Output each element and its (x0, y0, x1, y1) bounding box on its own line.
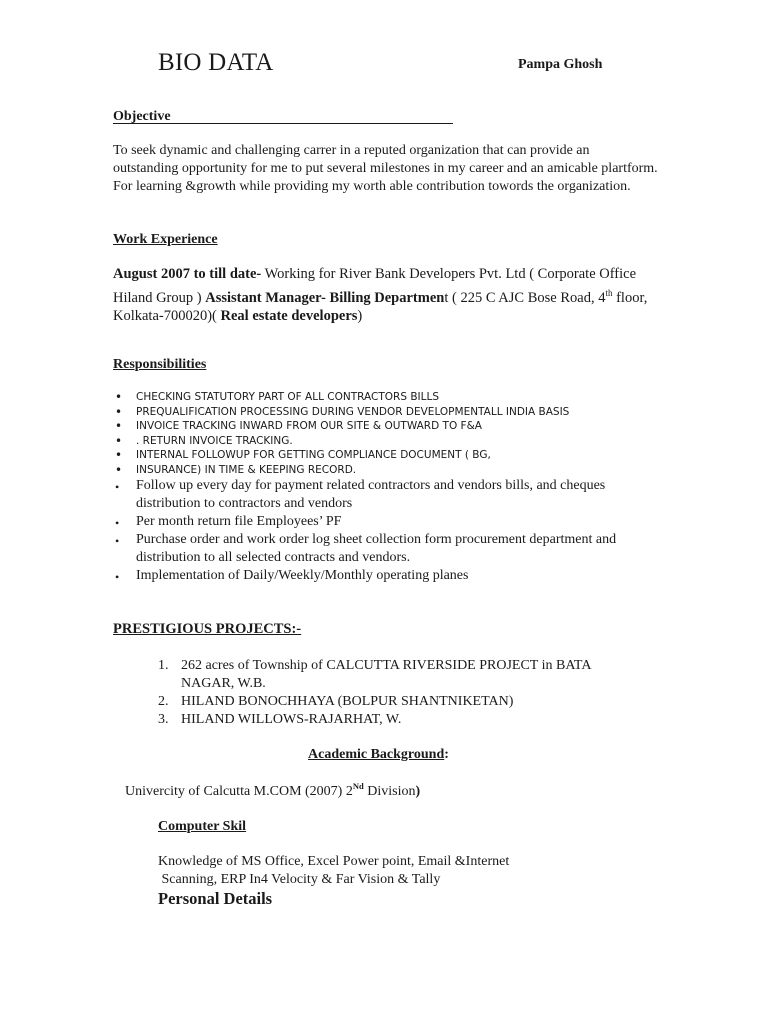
projects-list (150, 657, 630, 729)
computer-skill-heading: Computer Skil (158, 819, 247, 834)
document-title: BIO DATA (158, 49, 274, 76)
project-text: 262 acres of Township of CALCUTTA RIVERSIDE PROJECT in BATA NAGAR, W.B. (181, 658, 591, 691)
work-experience-text (113, 265, 653, 325)
work-address-a: ( 225 C AJC Bose Road, 4 (448, 289, 606, 306)
list-item: • PREQUALIFICATION PROCESSING DURING VENDOR DEVELOPMENTALL INDIA BASIS (113, 405, 673, 420)
work-experience-heading: Work Experience (113, 232, 218, 247)
work-sector: Real estate developers (220, 307, 358, 324)
academic-heading (308, 747, 449, 763)
computer-skill-text (158, 853, 578, 889)
list-item: • . RETURN INVOICE TRACKING. (113, 434, 673, 449)
objective-heading-rule (113, 107, 453, 124)
work-role-end: t (444, 289, 449, 306)
list-item: • Purchase order and work order log sheet collection form procurement department and distribution to all selected contracts and vendors. (113, 531, 673, 567)
projects-heading: PRESTIGIOUS PROJECTS:- (113, 621, 302, 637)
personal-details-heading: Personal Details (158, 889, 273, 908)
objective-text: To seek dynamic and challenging carrer in a reputed organization that can provide an outstanding opportunity for me to put several milestones in my career and an amicable plartform. For learning &growth while providing my worth able contribution towords the organization. (113, 143, 658, 194)
project-number: 2. (158, 694, 169, 709)
academic-degree: Univercity of Calcutta M.COM (2007) 2 (125, 784, 353, 799)
work-address-b: floor, Kolkata-700020)( (113, 289, 648, 324)
project-text: HILAND WILLOWS-RAJARHAT, W. (181, 712, 402, 727)
responsibilities-list (113, 390, 673, 585)
list-item: • INSURANCE) IN TIME & KEEPING RECORD. (113, 463, 673, 478)
list-item (150, 693, 630, 711)
list-item: • INTERNAL FOLLOWUP FOR GETTING COMPLIANCE DOCUMENT ( BG, (113, 448, 673, 463)
list-item: • INVOICE TRACKING INWARD FROM OUR SITE & OUTWARD TO F&A (113, 419, 673, 434)
list-item: • CHECKING STATUTORY PART OF ALL CONTRACTORS BILLS (113, 390, 673, 405)
work-close: ) (357, 307, 363, 324)
project-text: HILAND BONOCHHAYA (BOLPUR SHANTNIKETAN) (181, 694, 514, 709)
work-period: August 2007 to till date- (113, 266, 262, 282)
list-item: • Per month return file Employees’ PF (113, 513, 673, 531)
list-item: • Follow up every day for payment related contractors and vendors bills, and cheques distribution to contractors and vendors (113, 477, 673, 513)
academic-close: ) (415, 784, 421, 799)
work-address-sup: th (605, 287, 613, 298)
objective-heading: Objective (113, 109, 171, 124)
academic-heading-colon: : (444, 747, 449, 762)
responsibilities-heading: Responsibilities (113, 357, 207, 372)
list-item: • Implementation of Daily/Weekly/Monthly operating planes (113, 567, 673, 585)
project-number: 3. (158, 712, 169, 727)
work-role: Assistant Manager- Billing Departmen (205, 289, 445, 306)
academic-text (125, 781, 420, 800)
academic-division: Division (363, 784, 416, 799)
academic-heading-text: Academic Background (308, 747, 445, 762)
computer-skill-line: Knowledge of MS Office, Excel Power point, Email &Internet (158, 854, 510, 869)
academic-sup: Nd (352, 781, 364, 791)
computer-skill-line: Scanning, ERP In4 Velocity & Far Vision & Tally (158, 872, 441, 887)
candidate-name: Pampa Ghosh (518, 57, 603, 72)
list-item (150, 657, 630, 693)
work-company: Working for River Bank Developers Pvt. Ltd ( Corporate Office Hiland Group ) (113, 266, 637, 306)
list-item (150, 711, 630, 729)
project-number: 1. (158, 658, 169, 673)
